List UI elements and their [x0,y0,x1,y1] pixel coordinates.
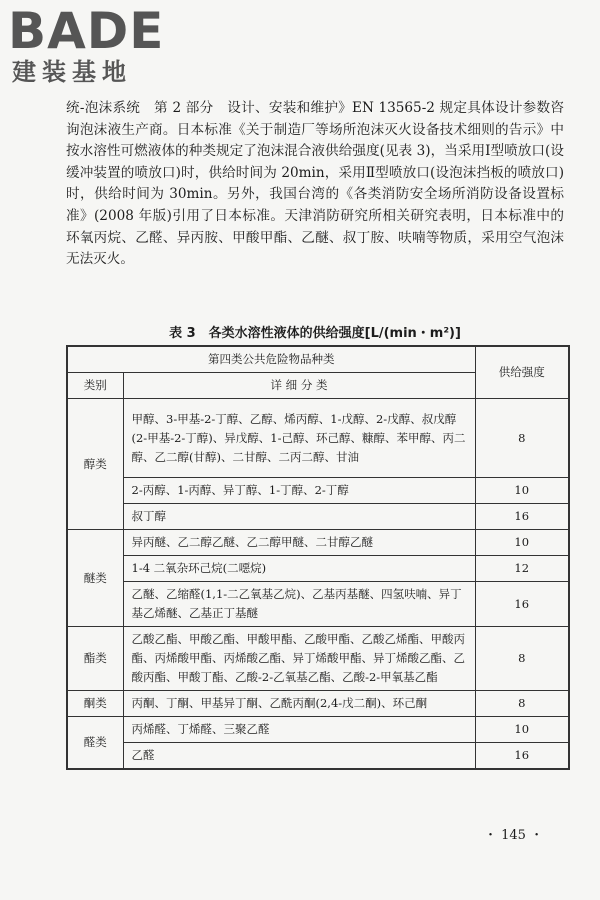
category-cell: 酮类 [67,691,123,717]
detail-cell: 2-丙醇、1-丙醇、异丁醇、1-丁醇、2-丁醇 [123,478,475,504]
header-intensity: 供给强度 [475,346,569,399]
header-detail: 详 细 分 类 [123,373,475,399]
body-paragraph: 统-泡沫系统 第 2 部分 设计、安装和维护》EN 13565-2 规定具体设计参数咨询泡沫液生产商。日本标准《关于制造厂等场所泡沫灭火设备技术细则的告示》中按水溶性可燃液体的种类规定了泡沫混合液供给强度(见表 3)，当采用Ⅰ型喷放口(设缓冲装置的喷放口)时，供给时间为 20min，采用Ⅱ型喷放口(设泡沫挡板的喷放口)时，供给时间为 30min。另外，我国台湾的《各类消防安全场所消防设备设置标准》(2008 年版)引用了日本标准。天津消防研究所相关研究表明，日本标准中的环氧丙烷、乙醛、异丙胺、甲酸甲酯、乙醚、叔丁胺、呋喃等物质，采用空气泡沫无法灭火。 [66,100,564,268]
detail-cell: 乙酸乙酯、甲酸乙酯、甲酸甲酯、乙酸甲酯、乙酸乙烯酯、甲酸丙酯、丙烯酸甲酯、丙烯酸乙酯、异丁烯酸甲酯、异丁烯酸乙酯、乙酸丙酯、甲酸丁酯、乙酸-2-乙氧基乙酯、乙酸-2-甲氧基乙酯 [123,627,475,691]
table-row [67,399,569,478]
value-cell: 12 [475,556,569,582]
brand-logo [8,4,183,86]
value-cell: 8 [475,627,569,691]
value-cell: 10 [475,530,569,556]
detail-cell: 乙醛 [123,743,475,770]
header-group-cell: 第四类公共危险物品种类 [67,346,475,373]
category-cell: 醛类 [67,717,123,770]
value-cell: 10 [475,478,569,504]
value-cell: 10 [475,717,569,743]
value-cell: 16 [475,743,569,770]
logo-wordmark: BADE [8,2,165,60]
table-row [67,691,569,717]
table-row [67,717,569,743]
category-cell: 酯类 [67,627,123,691]
detail-cell: 丙烯醛、丁烯醛、三聚乙醛 [123,717,475,743]
table-row [67,743,569,770]
detail-cell: 丙酮、丁酮、甲基异丁酮、乙酰丙酮(2,4-戊二酮)、环己酮 [123,691,475,717]
table-row [67,530,569,556]
value-cell: 8 [475,399,569,478]
table-caption: 表 3 各类水溶性液体的供给强度[L/(min・m²)] [169,326,461,341]
detail-cell: 1-4 二氧杂环己烷(二噁烷) [123,556,475,582]
table-row [67,556,569,582]
detail-cell: 乙醚、乙缩醛(1,1-二乙氧基乙烷)、乙基丙基醚、四氢呋喃、异丁基乙烯醚、乙基正丁基醚 [123,582,475,627]
detail-cell: 甲醇、3-甲基-2-丁醇、乙醇、烯丙醇、1-戊醇、2-戊醇、叔戊醇(2-甲基-2-丁醇)、异戊醇、1-己醇、环己醇、糠醇、苯甲醇、丙二醇、乙二醇(甘醇)、二甘醇、二丙二醇、甘油 [123,399,475,478]
value-cell: 16 [475,504,569,530]
table-row [67,504,569,530]
table-row [67,582,569,627]
page-number: ・ 145 ・ [484,828,544,843]
intensity-table [66,345,570,770]
category-cell: 醚类 [67,530,123,627]
value-cell: 8 [475,691,569,717]
detail-cell: 叔丁醇 [123,504,475,530]
value-cell: 16 [475,582,569,627]
logo-subtitle: 建装基地 [12,58,132,86]
header-category: 类别 [67,373,123,399]
table-row [67,627,569,691]
detail-cell: 异丙醚、乙二醇乙醚、乙二醇甲醚、二甘醇乙醚 [123,530,475,556]
table-row [67,478,569,504]
category-cell: 醇类 [67,399,123,530]
table-header-row [67,346,569,373]
